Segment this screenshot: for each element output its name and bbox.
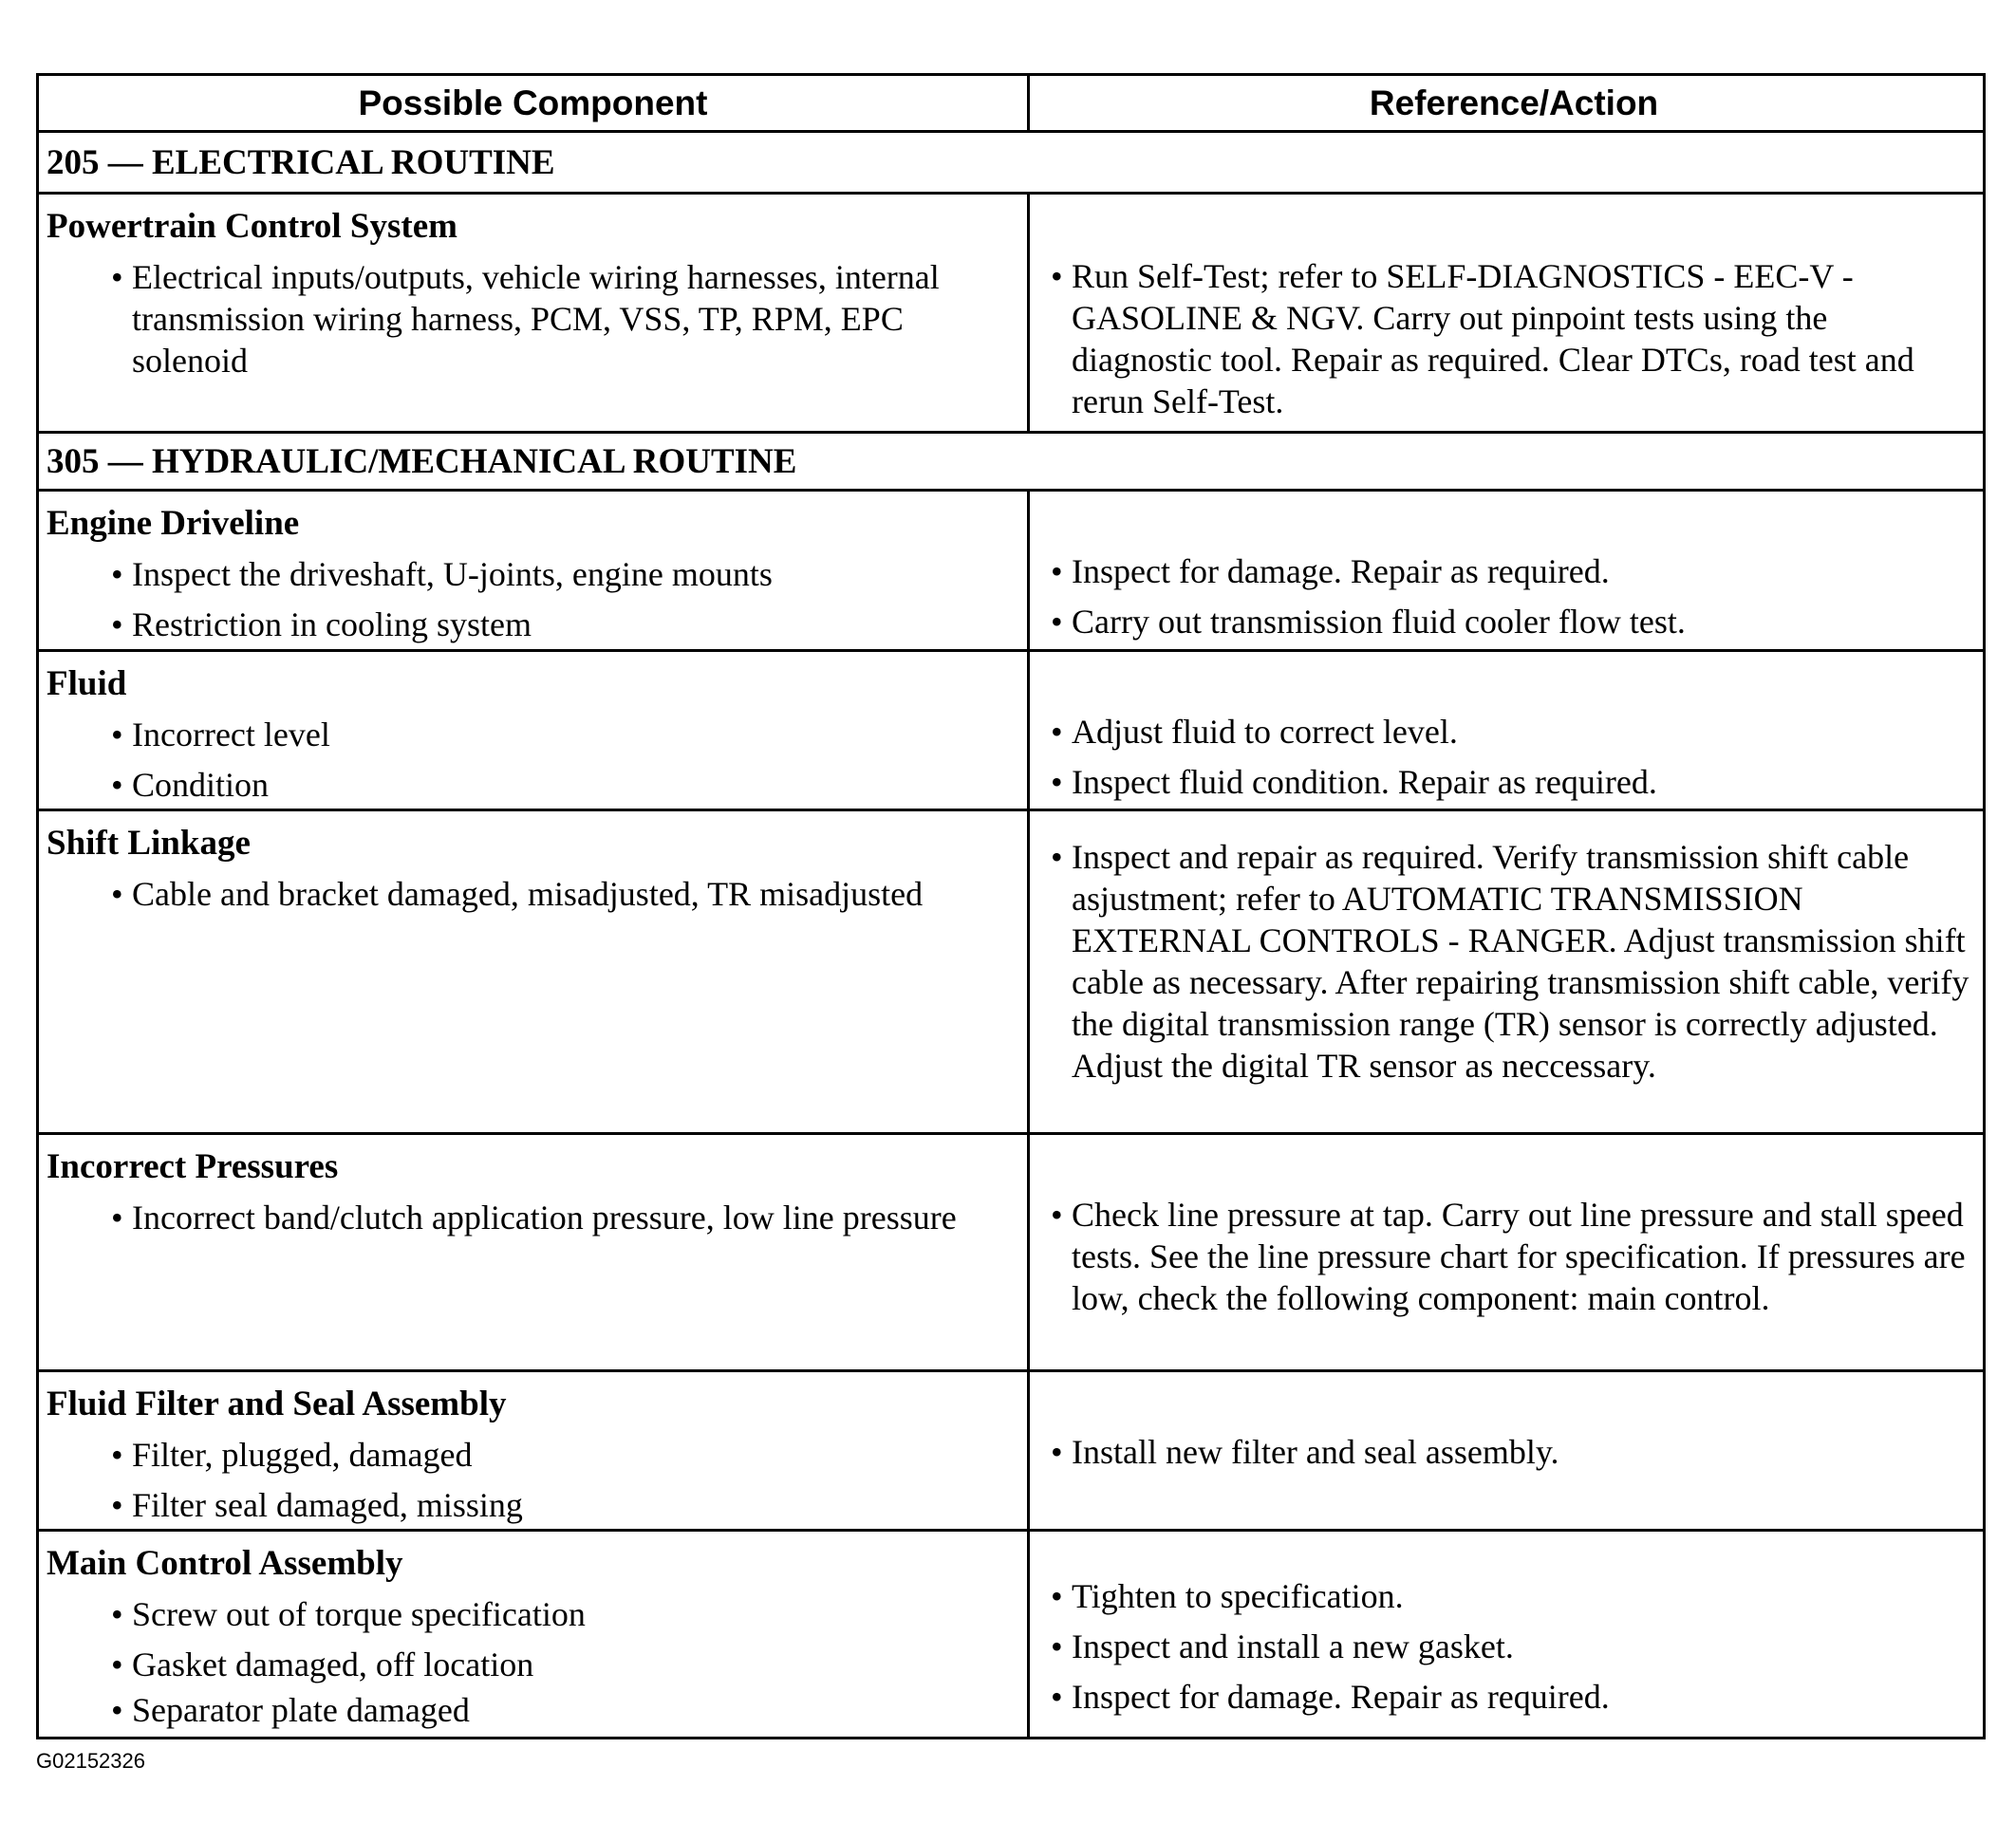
- bullet-icon: •: [111, 875, 123, 913]
- component-cell: [39, 1372, 1030, 1529]
- bullet-icon: •: [1051, 603, 1063, 641]
- routine-heading-electrical: 205 — ELECTRICAL ROUTINE: [39, 133, 1983, 195]
- component-item-text: Filter, plugged, damaged: [132, 1436, 473, 1474]
- component-item: [47, 714, 1019, 755]
- action-item-text: Inspect for damage. Repair as required.: [1072, 1678, 1610, 1716]
- bullet-icon: •: [1051, 257, 1063, 295]
- component-cell: [39, 1135, 1030, 1369]
- table-row: [39, 811, 1983, 1135]
- component-item: [47, 553, 1019, 595]
- component-item: [47, 1644, 1019, 1685]
- action-item-text: Inspect fluid condition. Repair as required.: [1072, 763, 1657, 801]
- component-item-text: Incorrect band/clutch application pressure, low line pressure: [132, 1199, 957, 1237]
- bullet-icon: •: [1051, 713, 1063, 751]
- action-item-text: Carry out transmission fluid cooler flow test.: [1072, 603, 1686, 641]
- component-item: [47, 604, 1019, 645]
- action-cell: [1030, 195, 1983, 431]
- action-cell: [1030, 492, 1983, 649]
- action-item-text: Adjust fluid to correct level.: [1072, 713, 1458, 751]
- group-title-shift-linkage: Shift Linkage: [47, 824, 251, 863]
- bullet-icon: •: [111, 1486, 123, 1524]
- component-item: [47, 1434, 1019, 1476]
- component-item: [47, 1484, 1019, 1526]
- component-item: [47, 256, 1019, 381]
- table-row: [39, 1372, 1983, 1532]
- component-item: [47, 873, 1019, 915]
- action-item: [1045, 550, 1983, 592]
- bullet-icon: •: [111, 1595, 123, 1633]
- table-row: [39, 492, 1983, 652]
- header-reference-action: Reference/Action: [1369, 83, 1659, 122]
- bullet-icon: •: [111, 1646, 123, 1683]
- action-item: [1045, 1676, 1983, 1718]
- group-title-main-control-assembly: Main Control Assembly: [47, 1544, 403, 1583]
- bullet-icon: •: [1051, 552, 1063, 590]
- action-item-text: Tighten to specification.: [1072, 1577, 1404, 1615]
- group-title-powertrain-control-system: Powertrain Control System: [47, 207, 457, 246]
- component-item-text: Separator plate damaged: [132, 1691, 470, 1729]
- action-cell: [1030, 1372, 1983, 1529]
- action-item-text: Install new filter and seal assembly.: [1072, 1433, 1559, 1471]
- bullet-icon: •: [111, 1436, 123, 1474]
- action-item: [1045, 1575, 1983, 1617]
- group-title-fluid-filter-and-seal-assembly: Fluid Filter and Seal Assembly: [47, 1385, 507, 1423]
- table-row: [39, 652, 1983, 811]
- component-item-text: Screw out of torque specification: [132, 1595, 586, 1633]
- action-item: [1045, 836, 1983, 1087]
- component-cell: [39, 652, 1030, 809]
- component-cell: [39, 1532, 1030, 1737]
- action-item: [1045, 761, 1983, 803]
- component-item-text: Restriction in cooling system: [132, 605, 532, 643]
- bullet-icon: •: [111, 605, 123, 643]
- action-item-text: Inspect and repair as required. Verify transmission shift cable asjustment; refer to AUTOMATIC TRANSMISSION EXTERNAL CONTROLS - RANGER. Adjust transmission shift cable as necessary. After repairing transmission shift cable, verify the digital transmission range (TR) sensor is correctly adjusted. Adjust the digital TR sensor as neccessary.: [1072, 838, 1969, 1085]
- group-title-incorrect-pressures: Incorrect Pressures: [47, 1147, 339, 1186]
- action-cell: [1030, 1532, 1983, 1737]
- table-header-row: [39, 76, 1983, 133]
- routine-heading-hydraulic-mechanical: 305 — HYDRAULIC/MECHANICAL ROUTINE: [39, 434, 1983, 492]
- component-item-text: Inspect the driveshaft, U-joints, engine mounts: [132, 555, 773, 593]
- action-cell: [1030, 1135, 1983, 1369]
- component-item-text: Incorrect level: [132, 716, 330, 753]
- bullet-icon: •: [111, 766, 123, 804]
- action-item: [1045, 255, 1983, 422]
- diagnosis-table: [36, 73, 1986, 1739]
- group-title-engine-driveline: Engine Driveline: [47, 504, 300, 543]
- component-item-text: Condition: [132, 766, 270, 804]
- action-item: [1045, 1194, 1983, 1319]
- component-item: [47, 1593, 1019, 1635]
- bullet-icon: •: [111, 555, 123, 593]
- bullet-icon: •: [111, 1199, 123, 1237]
- bullet-icon: •: [1051, 1678, 1063, 1716]
- component-item: [47, 1197, 1019, 1238]
- component-cell: [39, 195, 1030, 431]
- bullet-icon: •: [111, 716, 123, 753]
- table-row: [39, 1135, 1983, 1372]
- group-title-fluid: Fluid: [47, 664, 127, 703]
- component-item-text: Filter seal damaged, missing: [132, 1486, 523, 1524]
- figure-code: G02152326: [36, 1749, 145, 1773]
- table-row: [39, 195, 1983, 434]
- component-item-text: Gasket damaged, off location: [132, 1646, 534, 1683]
- action-item-text: Check line pressure at tap. Carry out line pressure and stall speed tests. See the line pressure chart for specification. If pressures are low, check the following component: main control.: [1072, 1196, 1966, 1317]
- bullet-icon: •: [1051, 838, 1063, 876]
- bullet-icon: •: [111, 1691, 123, 1729]
- action-item: [1045, 1626, 1983, 1667]
- action-item-text: Run Self-Test; refer to SELF-DIAGNOSTICS - EEC-V - GASOLINE & NGV. Carry out pinpoint tests using the diagnostic tool. Repair as required. Clear DTCs, road test and rerun Self-Test.: [1072, 257, 1914, 420]
- bullet-icon: •: [1051, 1627, 1063, 1665]
- bullet-icon: •: [1051, 1577, 1063, 1615]
- component-item-text: Electrical inputs/outputs, vehicle wiring harnesses, internal transmission wiring harness, PCM, VSS, TP, RPM, EPC solenoid: [132, 258, 940, 380]
- action-cell: [1030, 652, 1983, 809]
- header-possible-component: Possible Component: [39, 76, 1030, 130]
- component-item: [47, 1689, 1019, 1731]
- action-item-text: Inspect for damage. Repair as required.: [1072, 552, 1610, 590]
- component-item: [47, 764, 1019, 806]
- table-row: [39, 1532, 1983, 1737]
- action-item-text: Inspect and install a new gasket.: [1072, 1627, 1514, 1665]
- action-item: [1045, 711, 1983, 753]
- bullet-icon: •: [1051, 763, 1063, 801]
- action-item: [1045, 1431, 1983, 1473]
- component-cell: [39, 811, 1030, 1132]
- bullet-icon: •: [1051, 1433, 1063, 1471]
- bullet-icon: •: [1051, 1196, 1063, 1234]
- component-item-text: Cable and bracket damaged, misadjusted, TR misadjusted: [132, 875, 924, 913]
- action-item: [1045, 601, 1983, 642]
- action-cell: [1030, 811, 1983, 1132]
- bullet-icon: •: [111, 258, 123, 296]
- component-cell: [39, 492, 1030, 649]
